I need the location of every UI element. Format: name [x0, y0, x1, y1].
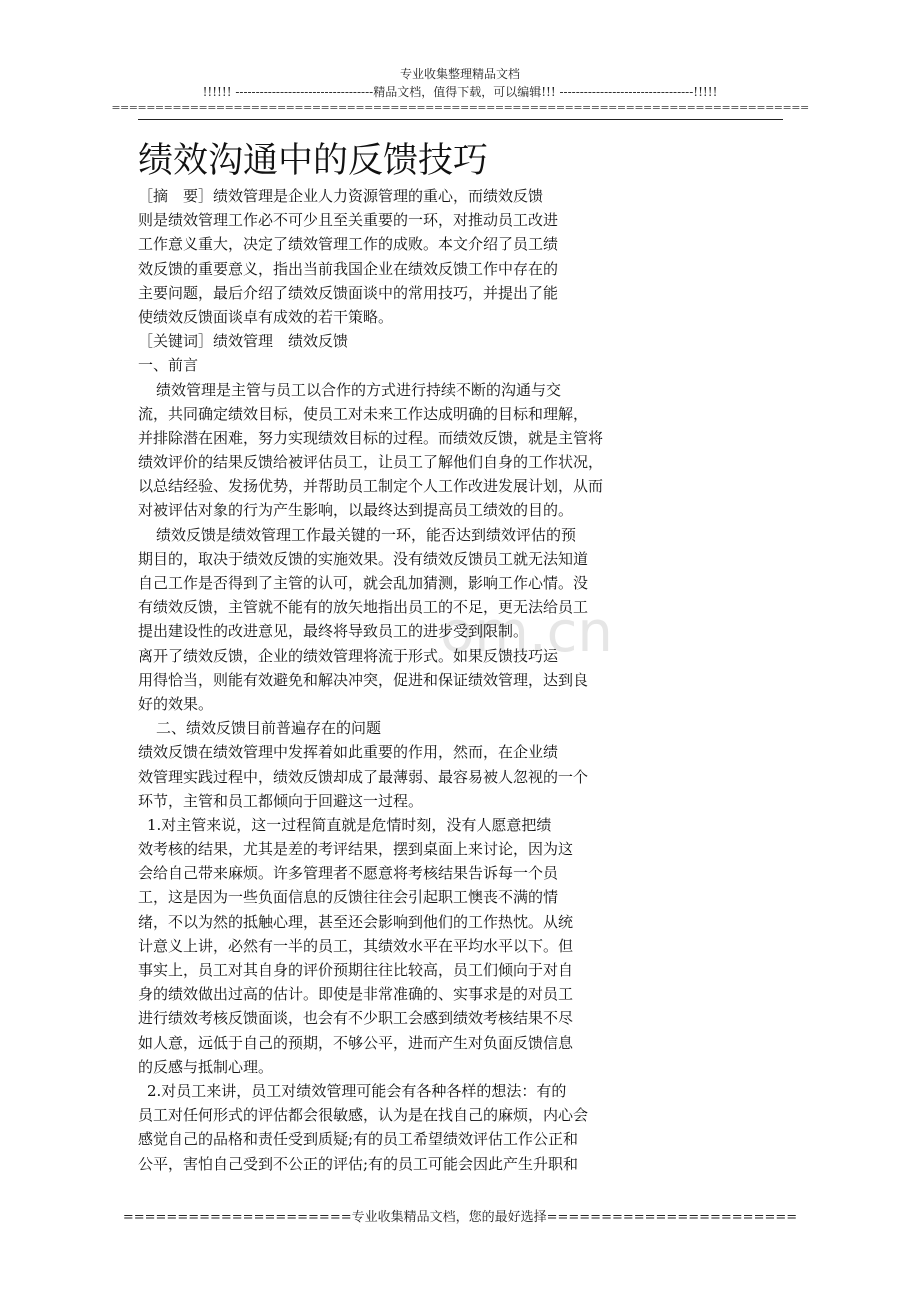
- header-rule: [138, 119, 783, 120]
- body-line: 如人意，远低于自己的预期，不够公平，进而产生对负面反馈信息: [138, 1033, 574, 1052]
- body-line: 好的效果。: [138, 694, 214, 713]
- header-divider-text: ================================================================================: [111, 101, 809, 114]
- body-line: 绩效反馈在绩效管理中发挥着如此重要的作用，然而，在企业绩: [138, 743, 559, 762]
- body-line: 二、绩效反馈目前普遍存在的问题: [156, 719, 382, 738]
- body-line: 并排除潜在困难，努力实现绩效目标的过程。而绩效反馈，就是主管将: [138, 428, 604, 447]
- document-body: [138, 184, 658, 1176]
- body-line: 2.对员工来讲，员工对绩效管理可能会有各种各样的想法：有的: [147, 1081, 567, 1100]
- body-line: 工作意义重大，决定了绩效管理工作的成败。本文介绍了员工绩: [138, 235, 559, 254]
- body-line: 以总结经验、发扬优势，并帮助员工制定个人工作改进发展计划，从而: [138, 477, 604, 496]
- body-line: 用得恰当，则能有效避免和解决冲突，促进和保证绩效管理，达到良: [138, 670, 589, 689]
- body-line: 绩效评价的结果反馈给被评估员工，让员工了解他们自身的工作状况，: [138, 453, 604, 472]
- body-line: 进行绩效考核反馈面谈，也会有不少职工会感到绩效考核结果不尽: [138, 1009, 574, 1028]
- watermark: om.cn: [440, 600, 613, 665]
- body-line: 效反馈的重要意义，指出当前我国企业在绩效反馈工作中存在的: [138, 259, 559, 278]
- footer-banner: =====================专业收集精品文档，您的最好选择=======================: [122, 1210, 798, 1225]
- body-line: 有绩效反馈，主管就不能有的放矢地指出员工的不足，更无法给员工: [138, 598, 589, 617]
- body-line: 绪，不以为然的抵触心理，甚至还会影响到他们的工作热忱。从统: [138, 912, 574, 931]
- body-line: 的反感与抵制心理。: [138, 1057, 274, 1076]
- body-line: 员工对任何形式的评估都会很敏感，认为是在找自己的麻烦，内心会: [138, 1106, 589, 1125]
- body-line: 流，共同确定绩效目标，使员工对未来工作达成明确的目标和理解，: [138, 404, 589, 423]
- body-line: 期目的，取决于绩效反馈的实施效果。没有绩效反馈员工就无法知道: [138, 549, 589, 568]
- body-line: 公平，害怕自己受到不公正的评估;有的员工可能会因此产生升职和: [138, 1154, 579, 1173]
- body-line: 工，这是因为一些负面信息的反馈往往会引起职工懊丧不满的情: [138, 888, 559, 907]
- body-line: 绩效管理是主管与员工以合作的方式进行持续不断的沟通与交: [156, 380, 562, 399]
- body-line: 效考核的结果，尤其是差的考评结果，摆到桌面上来讨论，因为这: [138, 840, 574, 859]
- body-line: 则是绩效管理工作必不可少且至关重要的一环，对推动员工改进: [138, 211, 559, 230]
- body-line: 效管理实践过程中，绩效反馈却成了最薄弱、最容易被人忽视的一个: [138, 767, 589, 786]
- document-title: 绩效沟通中的反馈技巧: [138, 141, 489, 181]
- body-line: ［关键词］绩效管理 绩效反馈: [138, 332, 349, 351]
- body-line: ［摘 要］绩效管理是企业人力资源管理的重心，而绩效反馈: [138, 187, 544, 205]
- body-line: 感觉自己的品格和责任受到质疑;有的员工希望绩效评估工作公正和: [138, 1130, 579, 1149]
- header-banner: !!!!!! ----------------------------------精品文档，值得下载，可以编辑!!! ---------------------------------!!!!!: [202, 85, 718, 99]
- body-line: 自己工作是否得到了主管的认可，就会乱加猜测，影响工作心情。没: [138, 574, 589, 592]
- body-line: 绩效反馈是绩效管理工作最关键的一环，能否达到绩效评估的预: [156, 525, 577, 544]
- body-line: 事实上，员工对其自身的评价预期往往比较高，员工们倾向于对自: [138, 961, 574, 979]
- body-line: 会给自己带来麻烦。许多管理者不愿意将考核结果告诉每一个员: [138, 864, 559, 883]
- body-line: 使绩效反馈面谈卓有成效的若干策略。: [138, 307, 394, 326]
- body-line: 一、前言: [138, 356, 199, 375]
- body-line: 主要问题，最后介绍了绩效反馈面谈中的常用技巧，并提出了能: [138, 283, 559, 302]
- header-title: 专业收集整理精品文档: [399, 67, 520, 81]
- body-line: 环节，主管和员工都倾向于回避这一过程。: [138, 791, 424, 810]
- body-line: 对被评估对象的行为产生影响，以最终达到提高员工绩效的目的。: [138, 501, 574, 520]
- body-line: 离开了绩效反馈，企业的绩效管理将流于形式。如果反馈技巧运: [138, 646, 559, 665]
- body-line: 提出建设性的改进意见，最终将导致员工的进步受到限制。: [138, 622, 529, 641]
- body-line: 1.对主管来说，这一过程简直就是危情时刻，没有人愿意把绩: [147, 815, 552, 834]
- body-line: 身的绩效做出过高的估计。即使是非常准确的、实事求是的对员工: [138, 985, 574, 1004]
- body-line: 计意义上讲，必然有一半的员工，其绩效水平在平均水平以下。但: [138, 936, 574, 955]
